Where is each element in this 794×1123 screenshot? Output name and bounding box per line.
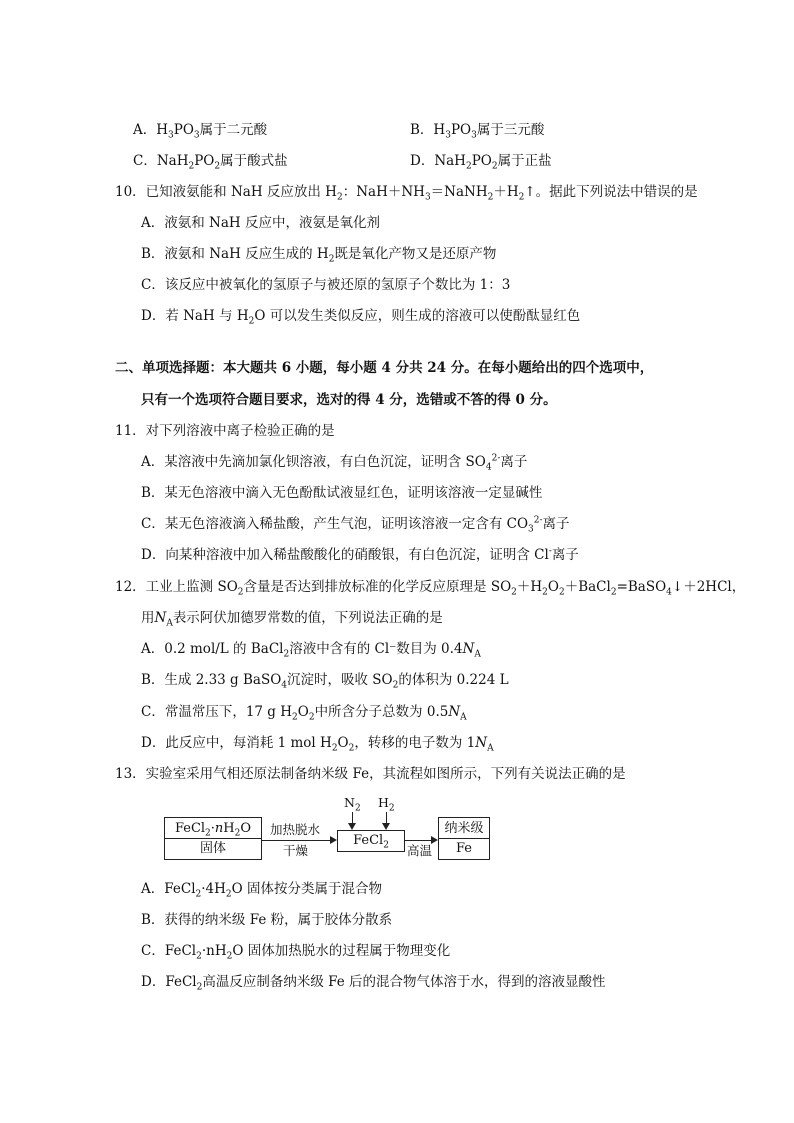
q12-option-d: D．此反应中，每消耗 1 mol $H_2O_2$，转移的电子数为 $1N_A$ <box>141 735 494 754</box>
box2-label: FeCl$_2$ <box>353 833 389 851</box>
q13-stem: 13．实验室采用气相还原法制备纳米级 Fe，其流程如图所示，下列有关说法正确的是 <box>115 766 626 782</box>
q9-option-c: C．$NaH_2PO_2$属于酸式盐 <box>133 153 288 172</box>
n2-arrow-shaft <box>352 812 353 825</box>
q9-option-b: B．$H_3PO_3$属于三元酸 <box>410 122 545 141</box>
q9-option-a: A．$H_3PO_3$属于二元酸 <box>133 122 268 141</box>
box-nano-fe <box>438 817 490 860</box>
h2-label: $H_2$ <box>378 795 395 814</box>
q11-option-b: B．某无色溶液中滴入无色酚酞试液显红色，证明该溶液一定显碱性 <box>141 485 543 501</box>
q12-stem-line2: 用$N_A$表示阿伏加德罗常数的值，下列说法正确的是 <box>141 610 443 629</box>
box3-top-label: 纳米级 <box>444 821 484 836</box>
box-fecl2-nh2o-solid <box>164 817 262 860</box>
h2-arrow-shaft <box>386 812 387 825</box>
box1-top-label: $FeCl_2\cdot nH_2O$ <box>174 821 252 839</box>
arrow2-bottom-label: 高温 <box>407 843 433 858</box>
q12-option-b: B．生成 2.33 g BaSO$_4$沉淀时，吸收 $SO_2$的体积为 0.224 L <box>141 672 509 691</box>
arrow2-shaft <box>405 840 432 841</box>
q10-option-a: A．液氨和 NaH 反应中，液氨是氧化剂 <box>141 215 380 231</box>
n2-label: $N_2$ <box>344 795 361 814</box>
q10-option-c: C．该反应中被氧化的氢原子与被还原的氢原子个数比为 1：3 <box>141 277 511 293</box>
q11-stem: 11．对下列溶液中离子检验正确的是 <box>115 423 335 439</box>
h2-arrow-head-icon <box>382 823 390 830</box>
q10-option-d: D．若 NaH 与 $H_2O$ 可以发生类似反应，则生成的溶液可以使酚酞显红色 <box>141 308 581 327</box>
q13-option-d: D．FeCl$_2$高温反应制备纳米级 Fe 后的混合物气体溶于水，得到的溶液显酸性 <box>141 974 606 993</box>
q13-option-a: A．$FeCl_2\cdot 4H_2O$ 固体按分类属于混合物 <box>141 881 382 900</box>
arrow1-head-icon <box>330 836 337 844</box>
q11-option-d: D．向某种溶液中加入稀盐酸酸化的硝酸银，有白色沉淀，证明含 Cl-离子 <box>141 546 579 563</box>
box-fecl2 <box>337 830 405 852</box>
q13-option-c: C．$FeCl_2\cdot nH_2O$ 固体加热脱水的过程属于物理变化 <box>141 943 451 962</box>
box1-divider <box>165 838 261 839</box>
section2-heading-line2: 只有一个选项符合题目要求，选对的得 4 分，选错或不答的得 0 分。 <box>141 392 557 408</box>
q11-option-c: C．某无色溶液滴入稀盐酸，产生气泡，证明该溶液一定含有 $CO_3^{2-}$离子 <box>141 515 570 535</box>
q12-option-a: A．0.2 mol/L 的 BaCl$_2$溶液中含有的 Cl⁻数目为 $0.4N_A$ <box>141 641 481 660</box>
arrow1-shaft <box>262 840 331 841</box>
arrow2-head-icon <box>431 836 438 844</box>
section2-heading-line1: 二、单项选择题：本大题共 6 小题，每小题 4 分共 24 分。在每小题给出的四个选项中， <box>115 360 654 376</box>
box3-divider <box>439 838 489 839</box>
box1-bottom-label: 固体 <box>199 841 226 856</box>
q9-option-d: D．$NaH_2PO_2$属于正盐 <box>410 153 552 172</box>
q10-stem: 10．已知液氨能和 NaH 反应放出 $H_2$：$NaH+NH_3=NaNH_2+H_2↑$。据此下列说法中错误的是 <box>115 184 698 203</box>
q11-option-a: A．某溶液中先滴加氯化钡溶液，有白色沉淀，证明含 $SO_4^{2-}$离子 <box>141 453 528 473</box>
q13-option-b: B．获得的纳米级 Fe 粉，属于胶体分散系 <box>141 912 393 928</box>
q12-stem: 12．工业上监测 $SO_2$含量是否达到排放标准的化学反应原理是 $SO_2+H_2O_2+BaCl_2=BaSO_4↓+2HCl$， <box>115 579 746 598</box>
box3-bottom-label: Fe <box>455 841 472 856</box>
n2-arrow-head-icon <box>348 823 356 830</box>
arrow1-bottom-label: 干燥 <box>283 843 309 858</box>
q10-option-b: B．液氨和 NaH 反应生成的 $H_2$既是氧化产物又是还原产物 <box>141 246 497 265</box>
q12-option-c: C．常温常压下，17 g $H_2O_2$中所含分子总数为 $0.5N_A$ <box>141 704 467 723</box>
arrow1-top-label: 加热脱水 <box>270 822 321 837</box>
